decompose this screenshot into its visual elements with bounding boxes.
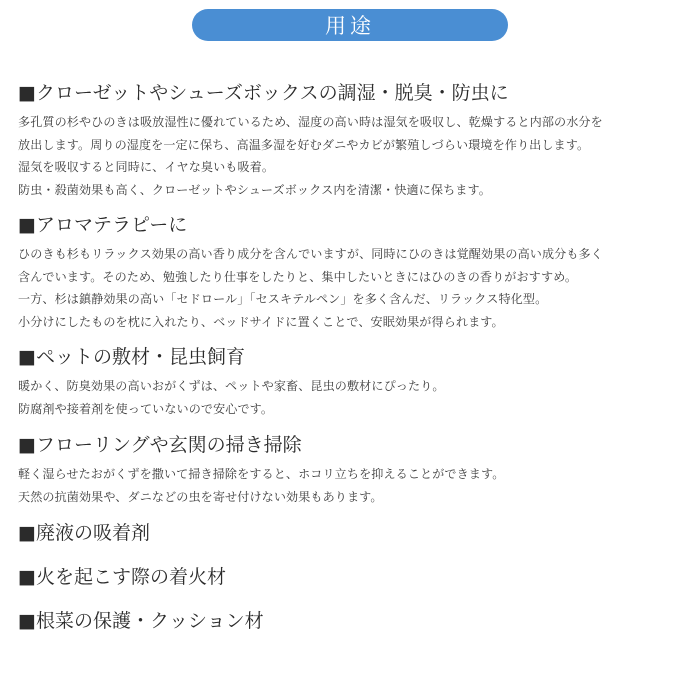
body-line: 放出します。周りの湿度を一定に保ち、高温多湿を好むダニやカビが繁殖しづらい環境を作り出します。 <box>18 137 590 152</box>
section-closet <box>18 81 690 201</box>
section-floor <box>18 433 690 508</box>
body-line: 軽く湿らせたおがくずを撒いて掃き掃除をすると、ホコリ立ちを抑えることができます。 <box>18 467 505 481</box>
section-pet <box>18 345 690 420</box>
body-line: 小分けにしたものを枕に入れたり、ベッドサイドに置くことで、安眠効果が得られます。 <box>18 314 504 329</box>
body-line: 防腐剤や接着剤を使っていないので安心です。 <box>18 401 274 416</box>
section-kindling <box>18 565 690 595</box>
body-line: ひのきも杉もリラックス効果の高い香り成分を含んでいますが、同時にひのきは覚醒効果の高い成分も多く <box>18 247 603 261</box>
section-heading: ■根菜の保護・クッション材 <box>18 610 264 632</box>
section-heading: ■火を起こす際の着火材 <box>18 566 226 588</box>
section-heading: ■フローリングや玄関の掃き掃除 <box>18 434 302 456</box>
section-heading: ■ペットの敷材・昆虫飼育 <box>18 346 245 368</box>
section-heading: ■アロマテラピーに <box>18 214 188 236</box>
body-line: 一方、杉は鎮静効果の高い「セドロール」「セスキテルペン」を多く含んだ、リラックス特化型。 <box>18 292 548 306</box>
body-line: 含んでいます。そのため、勉強したり仕事をしたりと、集中したいときにはひのきの香りがおすすめ。 <box>18 269 578 284</box>
section-cushion <box>18 609 690 639</box>
section-heading: ■クローゼットやシューズボックスの調湿・脱臭・防虫に <box>18 82 509 104</box>
section-aroma <box>18 213 690 333</box>
body-line: 多孔質の杉やひのきは吸放湿性に優れているため、湿度の高い時は湿気を吸収し、乾燥すると内部の水分を <box>18 115 603 129</box>
body-line: 防虫・殺菌効果も高く、クローゼットやシューズボックス内を清潔・快適に保ちます。 <box>18 182 491 197</box>
section-heading: ■廃液の吸着剤 <box>18 522 150 544</box>
body-line: 天然の抗菌効果や、ダニなどの虫を寄せ付けない効果もあります。 <box>18 489 383 504</box>
body-line: 暖かく、防臭効果の高いおがくずは、ペットや家畜、昆虫の敷材にぴったり。 <box>18 379 445 393</box>
body-line: 湿気を吸収すると同時に、イヤな臭いも吸着。 <box>18 160 275 174</box>
section-waste-liquid <box>18 521 690 551</box>
page-title: 用途 <box>325 14 375 38</box>
title-banner <box>192 9 508 41</box>
